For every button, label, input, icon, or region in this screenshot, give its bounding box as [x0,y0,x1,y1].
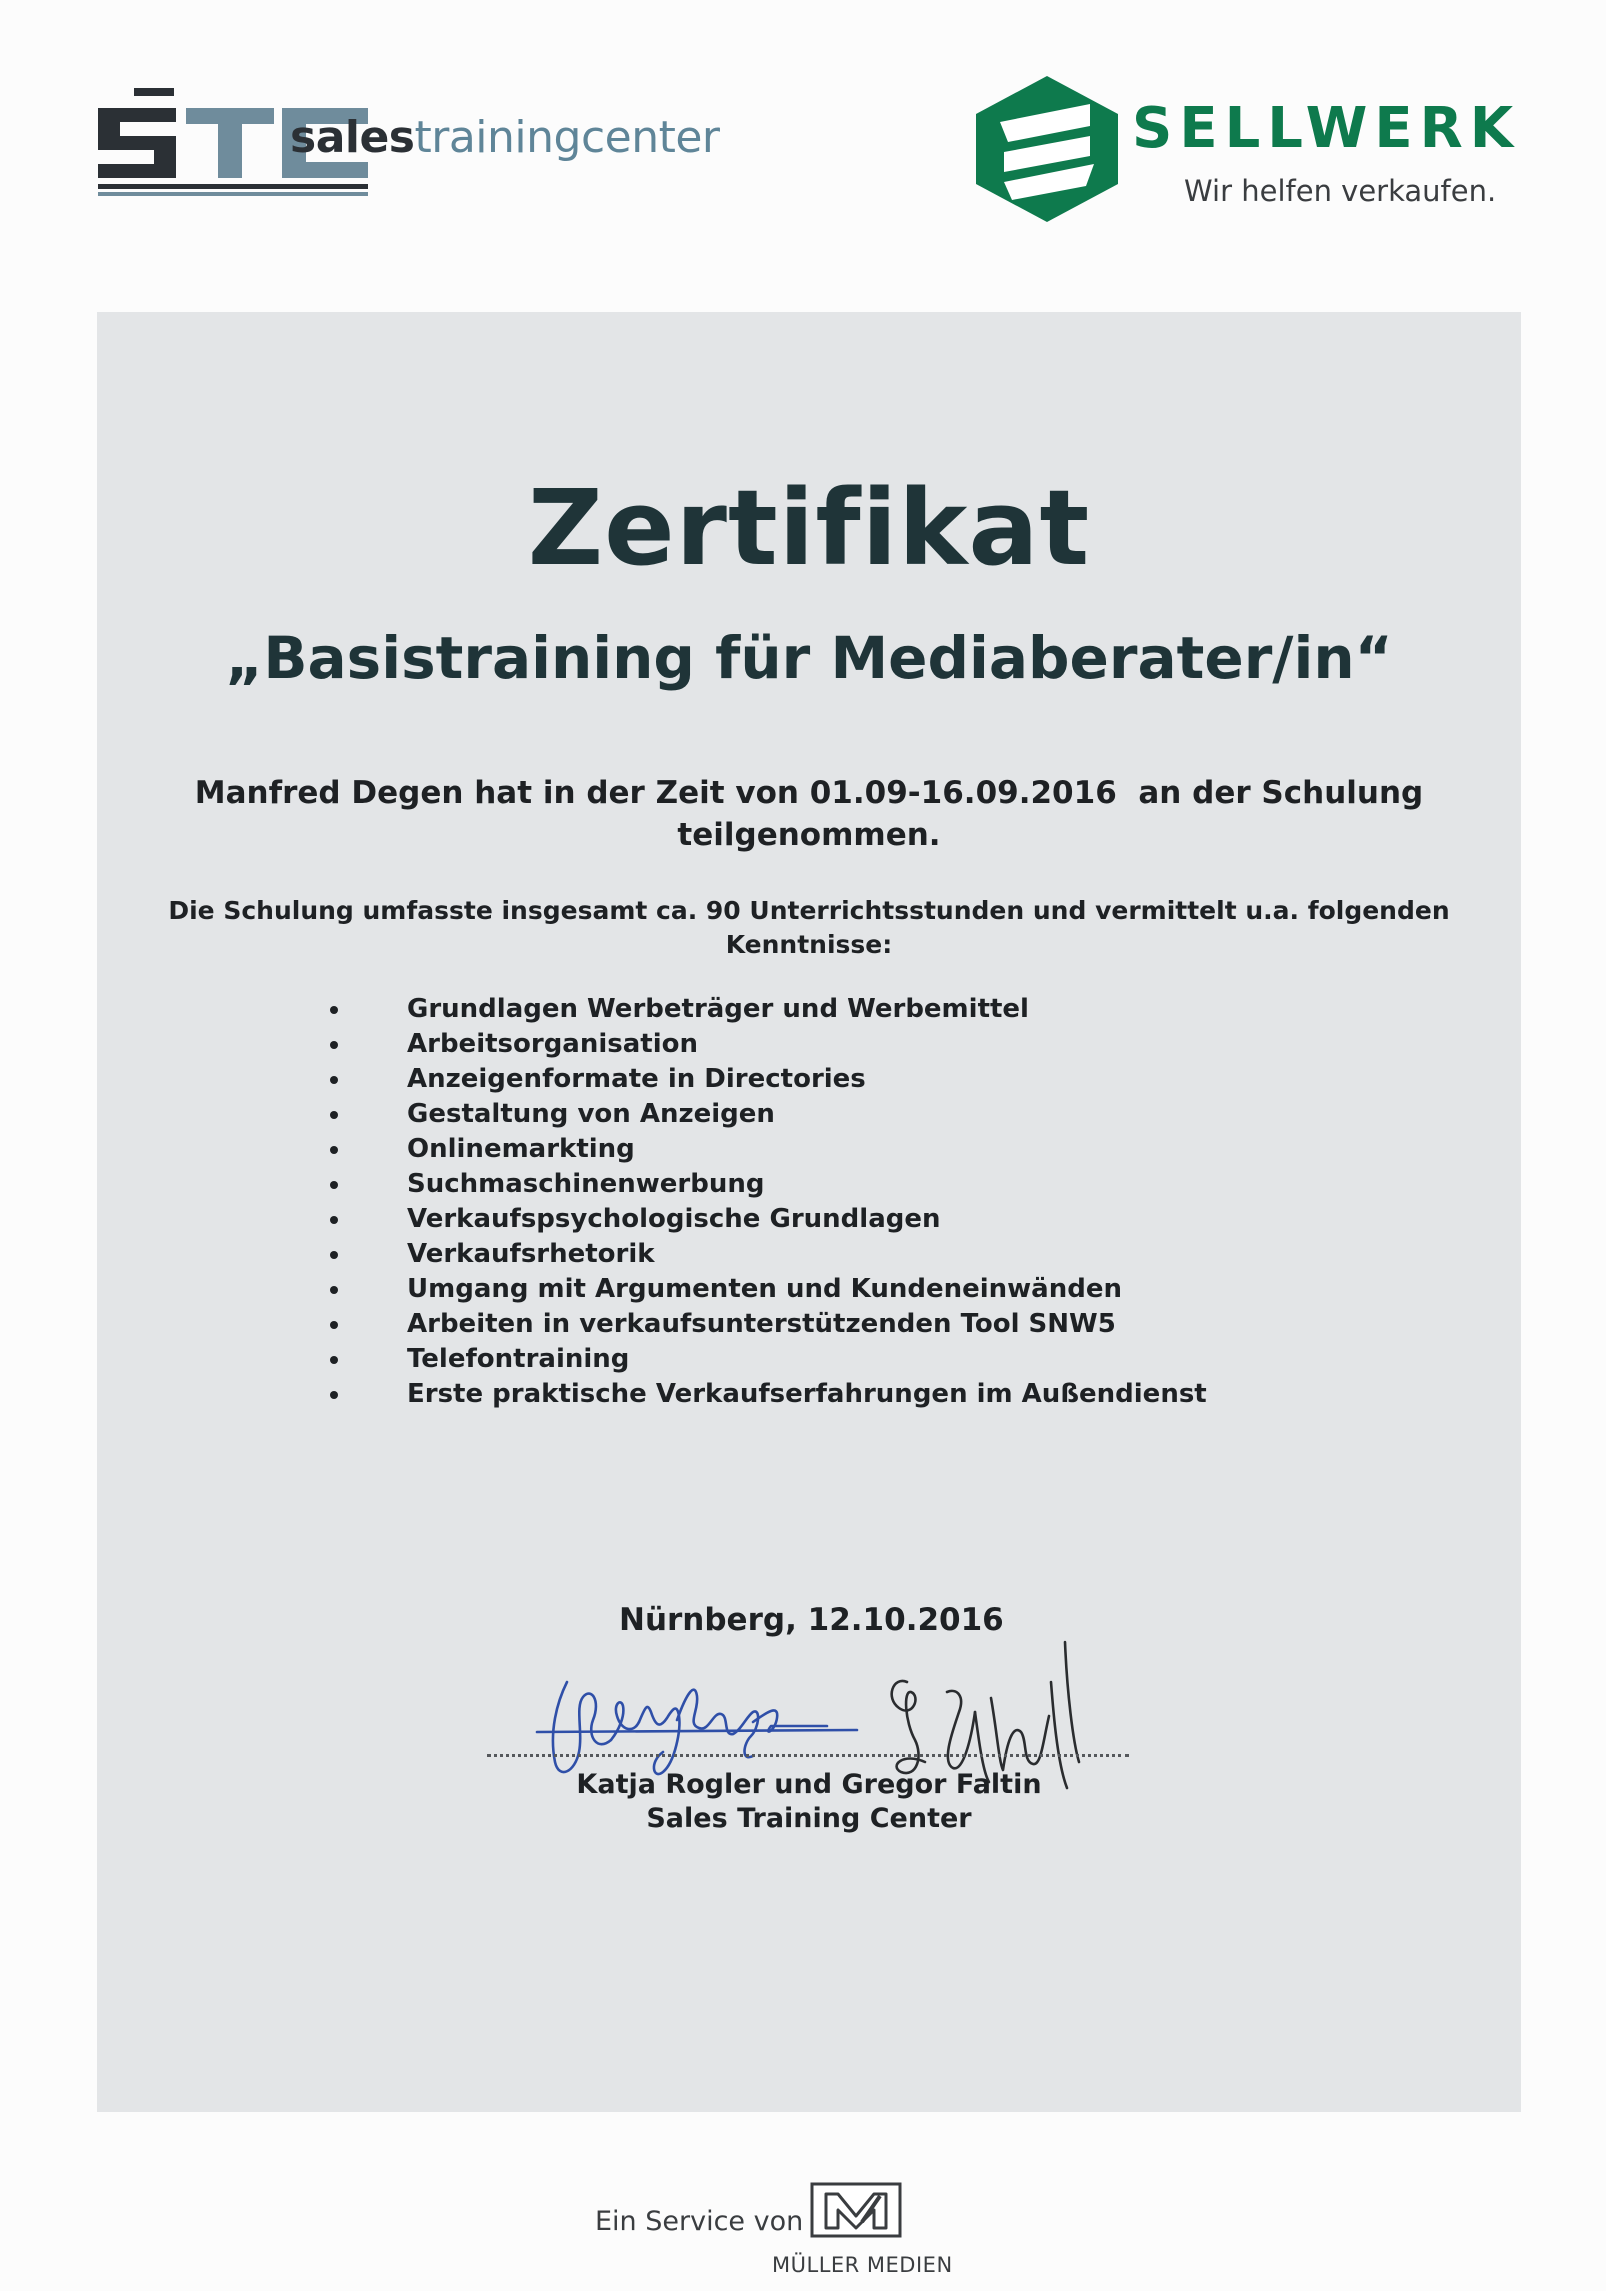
bullet-icon [330,1111,338,1119]
place-date: Nürnberg, 12.10.2016 [619,1602,1004,1638]
sellwerk-emblem-icon [972,74,1122,224]
bullet-icon [330,1251,338,1259]
topic-text: Onlinemarkting [407,1134,635,1164]
topic-text: Grundlagen Werbeträger und Werbemittel [407,994,1029,1024]
participation-line-1: Manfred Degen hat in der Zeit von 01.09-16.09.2016 an der Schulung [194,775,1424,811]
stc-wordmark-bold: sales [290,112,415,163]
scope-line-1: Die Schulung umfasste insgesamt ca. 90 Unterrichtsstunden und vermittelt u.a. folgenden [168,896,1450,925]
bullet-icon [330,1146,338,1154]
topic-text: Verkaufsrhetorik [407,1239,655,1269]
participation-line-2: teilgenommen. [677,817,941,853]
sellwerk-name: SELLWERK [1132,96,1521,161]
bullet-icon [330,1286,338,1294]
topic-text: Arbeiten in verkaufsunterstützenden Tool SNW5 [407,1309,1116,1339]
signer-organization: Sales Training Center [646,1803,972,1834]
bullet-icon [330,1181,338,1189]
signature-line [487,1754,1129,1757]
topic-text: Gestaltung von Anzeigen [407,1099,775,1129]
scope-statement [137,894,1481,962]
mueller-medien-logo-icon [810,2182,902,2238]
topic-text: Suchmaschinenwerbung [407,1169,765,1199]
service-text: Ein Service von [595,2206,804,2237]
bullet-icon [330,1321,338,1329]
topic-text: Umgang mit Argumenten und Kundeneinwänden [407,1274,1122,1304]
bullet-icon [330,1006,338,1014]
certificate-panel [97,312,1521,2112]
topic-text: Anzeigenformate in Directories [407,1064,866,1094]
stc-wordmark [290,112,720,163]
scope-line-2: Kenntnisse: [725,930,893,959]
topic-text: Verkaufspsychologische Grundlagen [407,1204,941,1234]
topic-text: Arbeitsorganisation [407,1029,699,1059]
mueller-medien-name: MÜLLER MEDIEN [772,2253,953,2277]
participation-statement [187,772,1431,856]
certificate-subtitle: „Basistraining für Mediaberater/in“ [225,624,1393,692]
topic-text: Erste praktische Verkaufserfahrungen im Außendienst [407,1379,1207,1409]
signer-names: Katja Rogler und Gregor Faltin [576,1769,1042,1800]
bullet-icon [330,1076,338,1084]
stc-wordmark-light: trainingcenter [414,112,720,163]
bullet-icon [330,1391,338,1399]
bullet-icon [330,1356,338,1364]
topic-text: Telefontraining [407,1344,630,1374]
certificate-title: Zertifikat [527,467,1091,589]
bullet-icon [330,1041,338,1049]
sellwerk-logo [972,74,1572,224]
sellwerk-tagline: Wir helfen verkaufen. [1184,174,1497,208]
bullet-icon [330,1216,338,1224]
